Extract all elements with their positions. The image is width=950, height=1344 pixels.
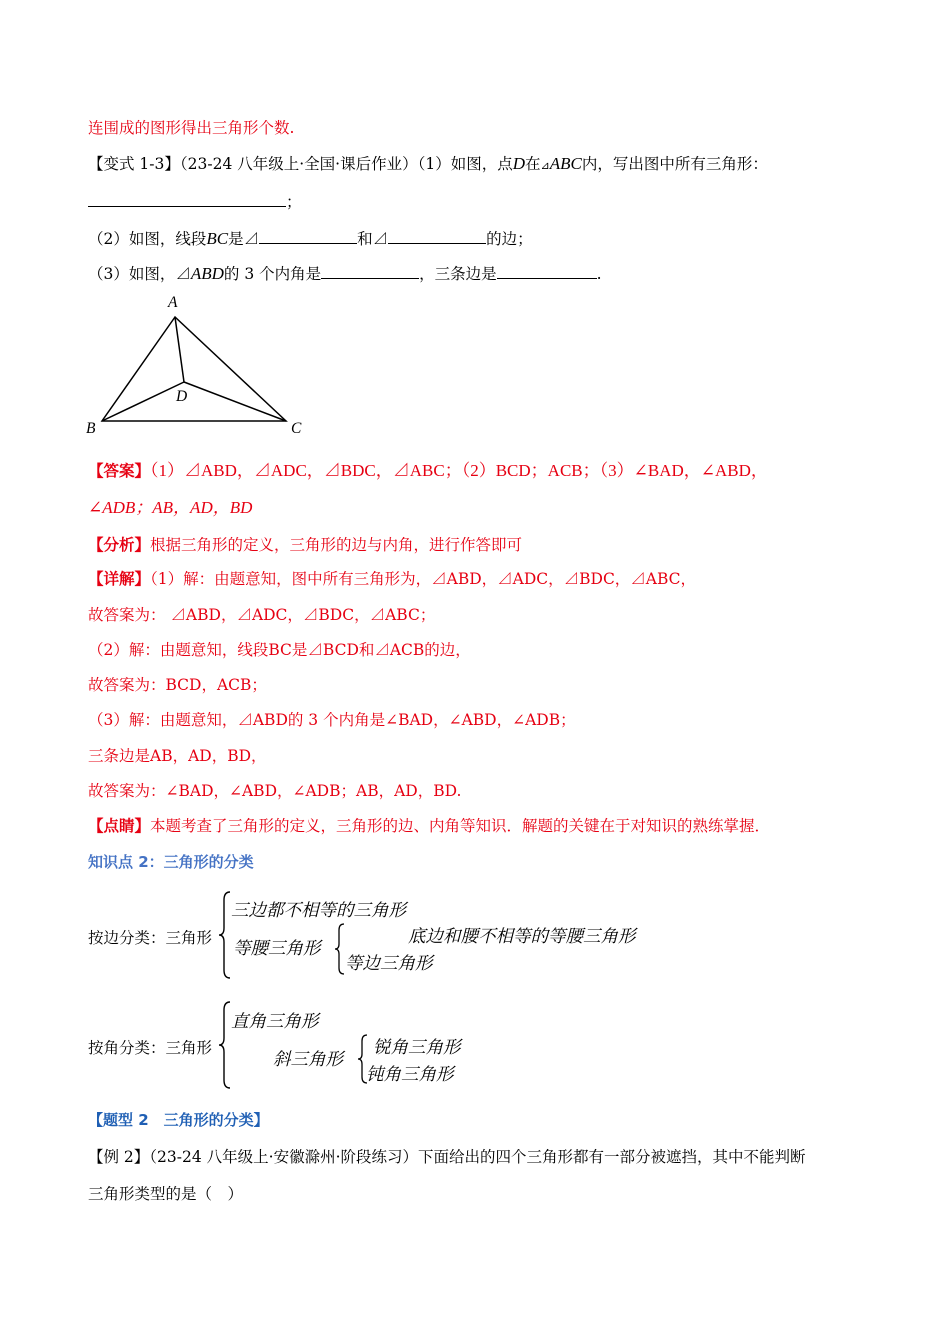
variant-source: （23-24 八年级上·全国·课后作业） [179,155,418,173]
comment-tag: 【点睛】 [88,816,151,835]
by-angle-brace [218,1000,232,1090]
detail-line-6: 三条边是AB，AD，BD， [88,747,267,765]
answer-text-1: （1）⊿ABD，⊿ADC，⊿BDC，⊿ABC；（2）BCD；ACB；（3）∠BAD，∠ABD， [150,461,768,480]
q3-line [88,262,602,285]
q2-text-c: 和⊿ [357,230,389,248]
segment-bd [102,382,184,421]
q1-point-d: D [512,154,526,173]
analysis-tag: 【分析】 [88,535,151,554]
detail-line-2: 故答案为： ⊿ABD，⊿ADC，⊿BDC，⊿ABC； [88,606,436,624]
detail-text-1: （1）解：由题意知，图中所有三角形为，⊿ABD，⊿ADC，⊿BDC，⊿ABC， [150,570,697,588]
q3-abd: ABD [190,264,224,283]
q2-text: （2）如图，线段 [88,230,207,248]
triangle-figure [80,290,320,445]
q2-bc: BC [206,229,229,248]
variant-1-3-question [88,153,768,177]
isosceles-non-equilateral: 底边和腰不相等的等腰三角形 [408,927,636,947]
detail-tag: 【详解】 [88,569,151,588]
q3-text-b: 的 3 个内角是 [223,265,322,283]
comment-text: 本题考查了三角形的定义，三角形的边、内角等知识．解题的关键在于对知识的熟练掌握． [150,817,771,835]
q1-answer-line [88,190,302,213]
q3-text: （3）如图，⊿ [88,265,191,283]
q1-end: ； [286,193,302,211]
q1-abc: ABC [549,154,582,173]
variant-tag: 【变式 1-3】 [88,155,180,173]
vertex-b-label: B [86,420,96,437]
analysis-text: 根据三角形的定义，三角形的边与内角，进行作答即可 [150,536,523,554]
by-side-isosceles: 等腰三角形 [233,939,321,959]
answer-line-1 [88,460,768,482]
q3-text-c: ，三条边是 [419,265,497,283]
answer-line-2: ∠ADB；AB，AD，BD [88,498,253,517]
by-side-brace [218,890,232,980]
by-angle-label: 按角分类：三角形 [88,1039,213,1057]
detail-line-7: 故答案为：∠BAD，∠ABD，∠ADB；AB，AD，BD. [88,782,462,800]
acute-triangle: 锐角三角形 [373,1038,461,1058]
q1-text-c: 内，写出图中所有三角形： [581,155,768,173]
answer-blank[interactable] [497,262,597,279]
detail-line-1 [88,568,696,590]
vertex-a-label: A [168,294,178,311]
example-2-text-1: （23-24 八年级上·安徽滁州·阶段练习）下面给出的四个三角形都有一部分被遮挡，其中不能判断 [149,1148,806,1166]
oblique-triangle: 斜三角形 [273,1050,343,1070]
comment-line [88,815,770,837]
analysis-line [88,534,522,556]
vertex-c-label: C [291,420,302,437]
q2-line [88,227,533,250]
example-2-line-1 [88,1146,806,1168]
example-2-tag: 【例 2】 [88,1148,150,1166]
answer-blank[interactable] [321,262,419,279]
q3-text-d: . [596,265,602,283]
q2-text-b: 是⊿ [228,230,260,248]
q1-text: （1）如图，点 [417,155,513,173]
answer-blank[interactable] [388,227,486,244]
right-triangle: 直角三角形 [231,1012,319,1032]
equilateral-triangle: 等边三角形 [345,954,433,974]
answer-blank[interactable] [88,190,286,207]
vertex-d-label: D [176,388,188,405]
example-2-line-2: 三角形类型的是（ ） [88,1185,244,1203]
by-side-label: 按边分类：三角形 [88,929,213,947]
detail-line-4: 故答案为：BCD，ACB； [88,676,267,694]
knowledge-point-2-heading: 知识点 2：三角形的分类 [88,853,254,871]
triangle-symbol: ⊿ [540,159,550,172]
triangle-abc [102,317,286,421]
q1-text-b: 在 [525,155,541,173]
answer-tag: 【答案】 [88,461,151,480]
obtuse-triangle: 钝角三角形 [366,1065,454,1085]
segment-ad [175,317,184,382]
q2-text-d: 的边； [486,230,533,248]
intro-line: 连围成的图形得出三角形个数. [88,119,295,137]
detail-line-3: （2）解：由题意知，线段BC是⊿BCD和⊿ACB的边， [88,641,471,659]
by-side-scalene: 三边都不相等的三角形 [231,901,406,921]
type-2-heading: 【题型 2 三角形的分类】 [88,1111,269,1129]
segment-cd [184,382,286,421]
detail-line-5: （3）解：由题意知，⊿ABD的 3 个内角是∠BAD，∠ABD，∠ADB； [88,711,576,729]
answer-blank[interactable] [259,227,357,244]
